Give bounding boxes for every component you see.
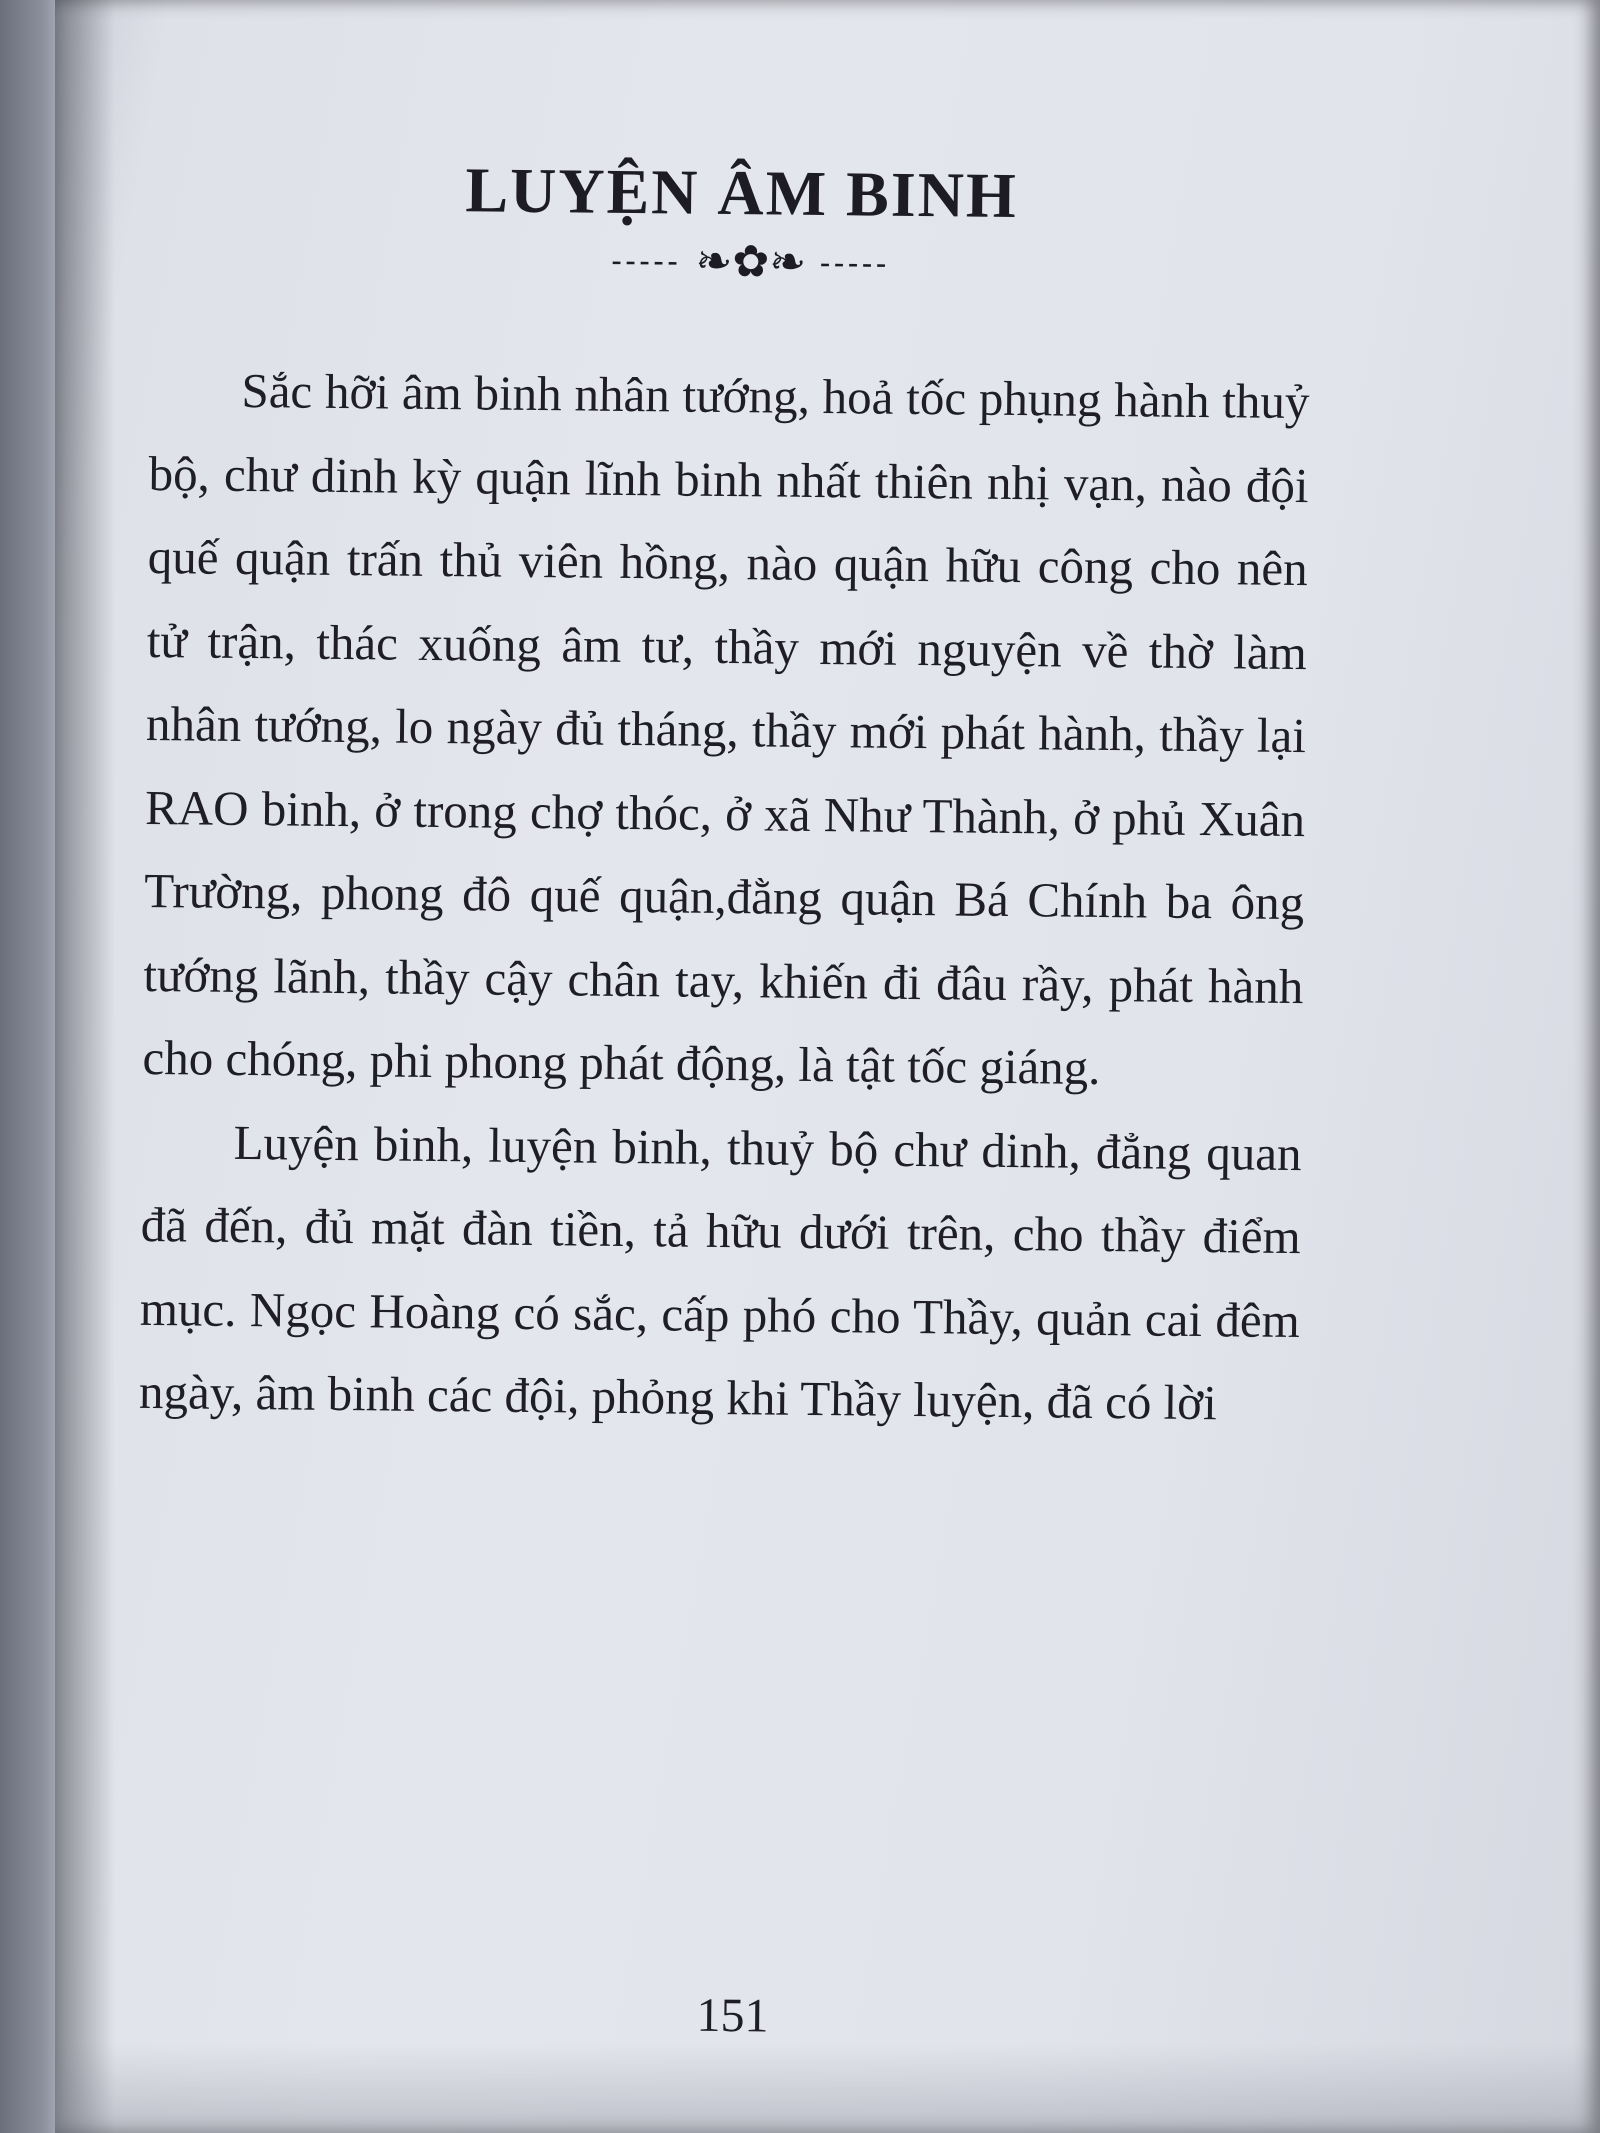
gutter-shadow (55, 0, 115, 2133)
paragraph-2: Luyện binh, luyện binh, thuỷ bộ chư dinh, đẳng quan đã đến, đủ mặt đàn tiền, tả hữu dưới trên, cho thầy điểm mục. Ngọc Hoàng có sắc, cấp phó cho Thầy, quản cai đêm ngày, âm binh các đội, phỏng khi Thầy luyện, đã có lời (138, 1114, 1302, 1431)
chapter-title: LUYỆN ÂM BINH (465, 154, 1019, 232)
page-number: 151 (696, 1988, 769, 2043)
flourish-icon: ❧✿❧ (695, 236, 807, 287)
left-page-edge (0, 0, 60, 2133)
title-ornament (151, 234, 1311, 290)
page-content (138, 150, 1312, 2043)
ornament-dash-right: ----- (819, 246, 891, 280)
bottom-shadow (55, 2043, 1600, 2133)
ornament-dash-left: ----- (611, 243, 682, 278)
paragraph-1: Sắc hỡi âm binh nhân tướng, hoả tốc phụng hành thuỷ bộ, chư dinh kỳ quận lĩnh binh nhất thiên nhị vạn, nào đội quế quận trấn thủ viên hồng, nào quận hữu công cho nên tử trận, thác xuống âm tư, thầy mới nguyện về thờ làm nhân tướng, lo ngày đủ tháng, thầy mới phát hành, thầy lại RAO binh, ở trong chợ thóc, ở xã Như Thành, ở phủ Xuân Trường, phong đô quế quận,đằng quận Bá Chính ba ông tướng lãnh, thầy cậy chân tay, khiến đi đâu rầy, phát hành cho chóng, phi phong phát động, là tật tốc giáng. (142, 362, 1310, 1095)
